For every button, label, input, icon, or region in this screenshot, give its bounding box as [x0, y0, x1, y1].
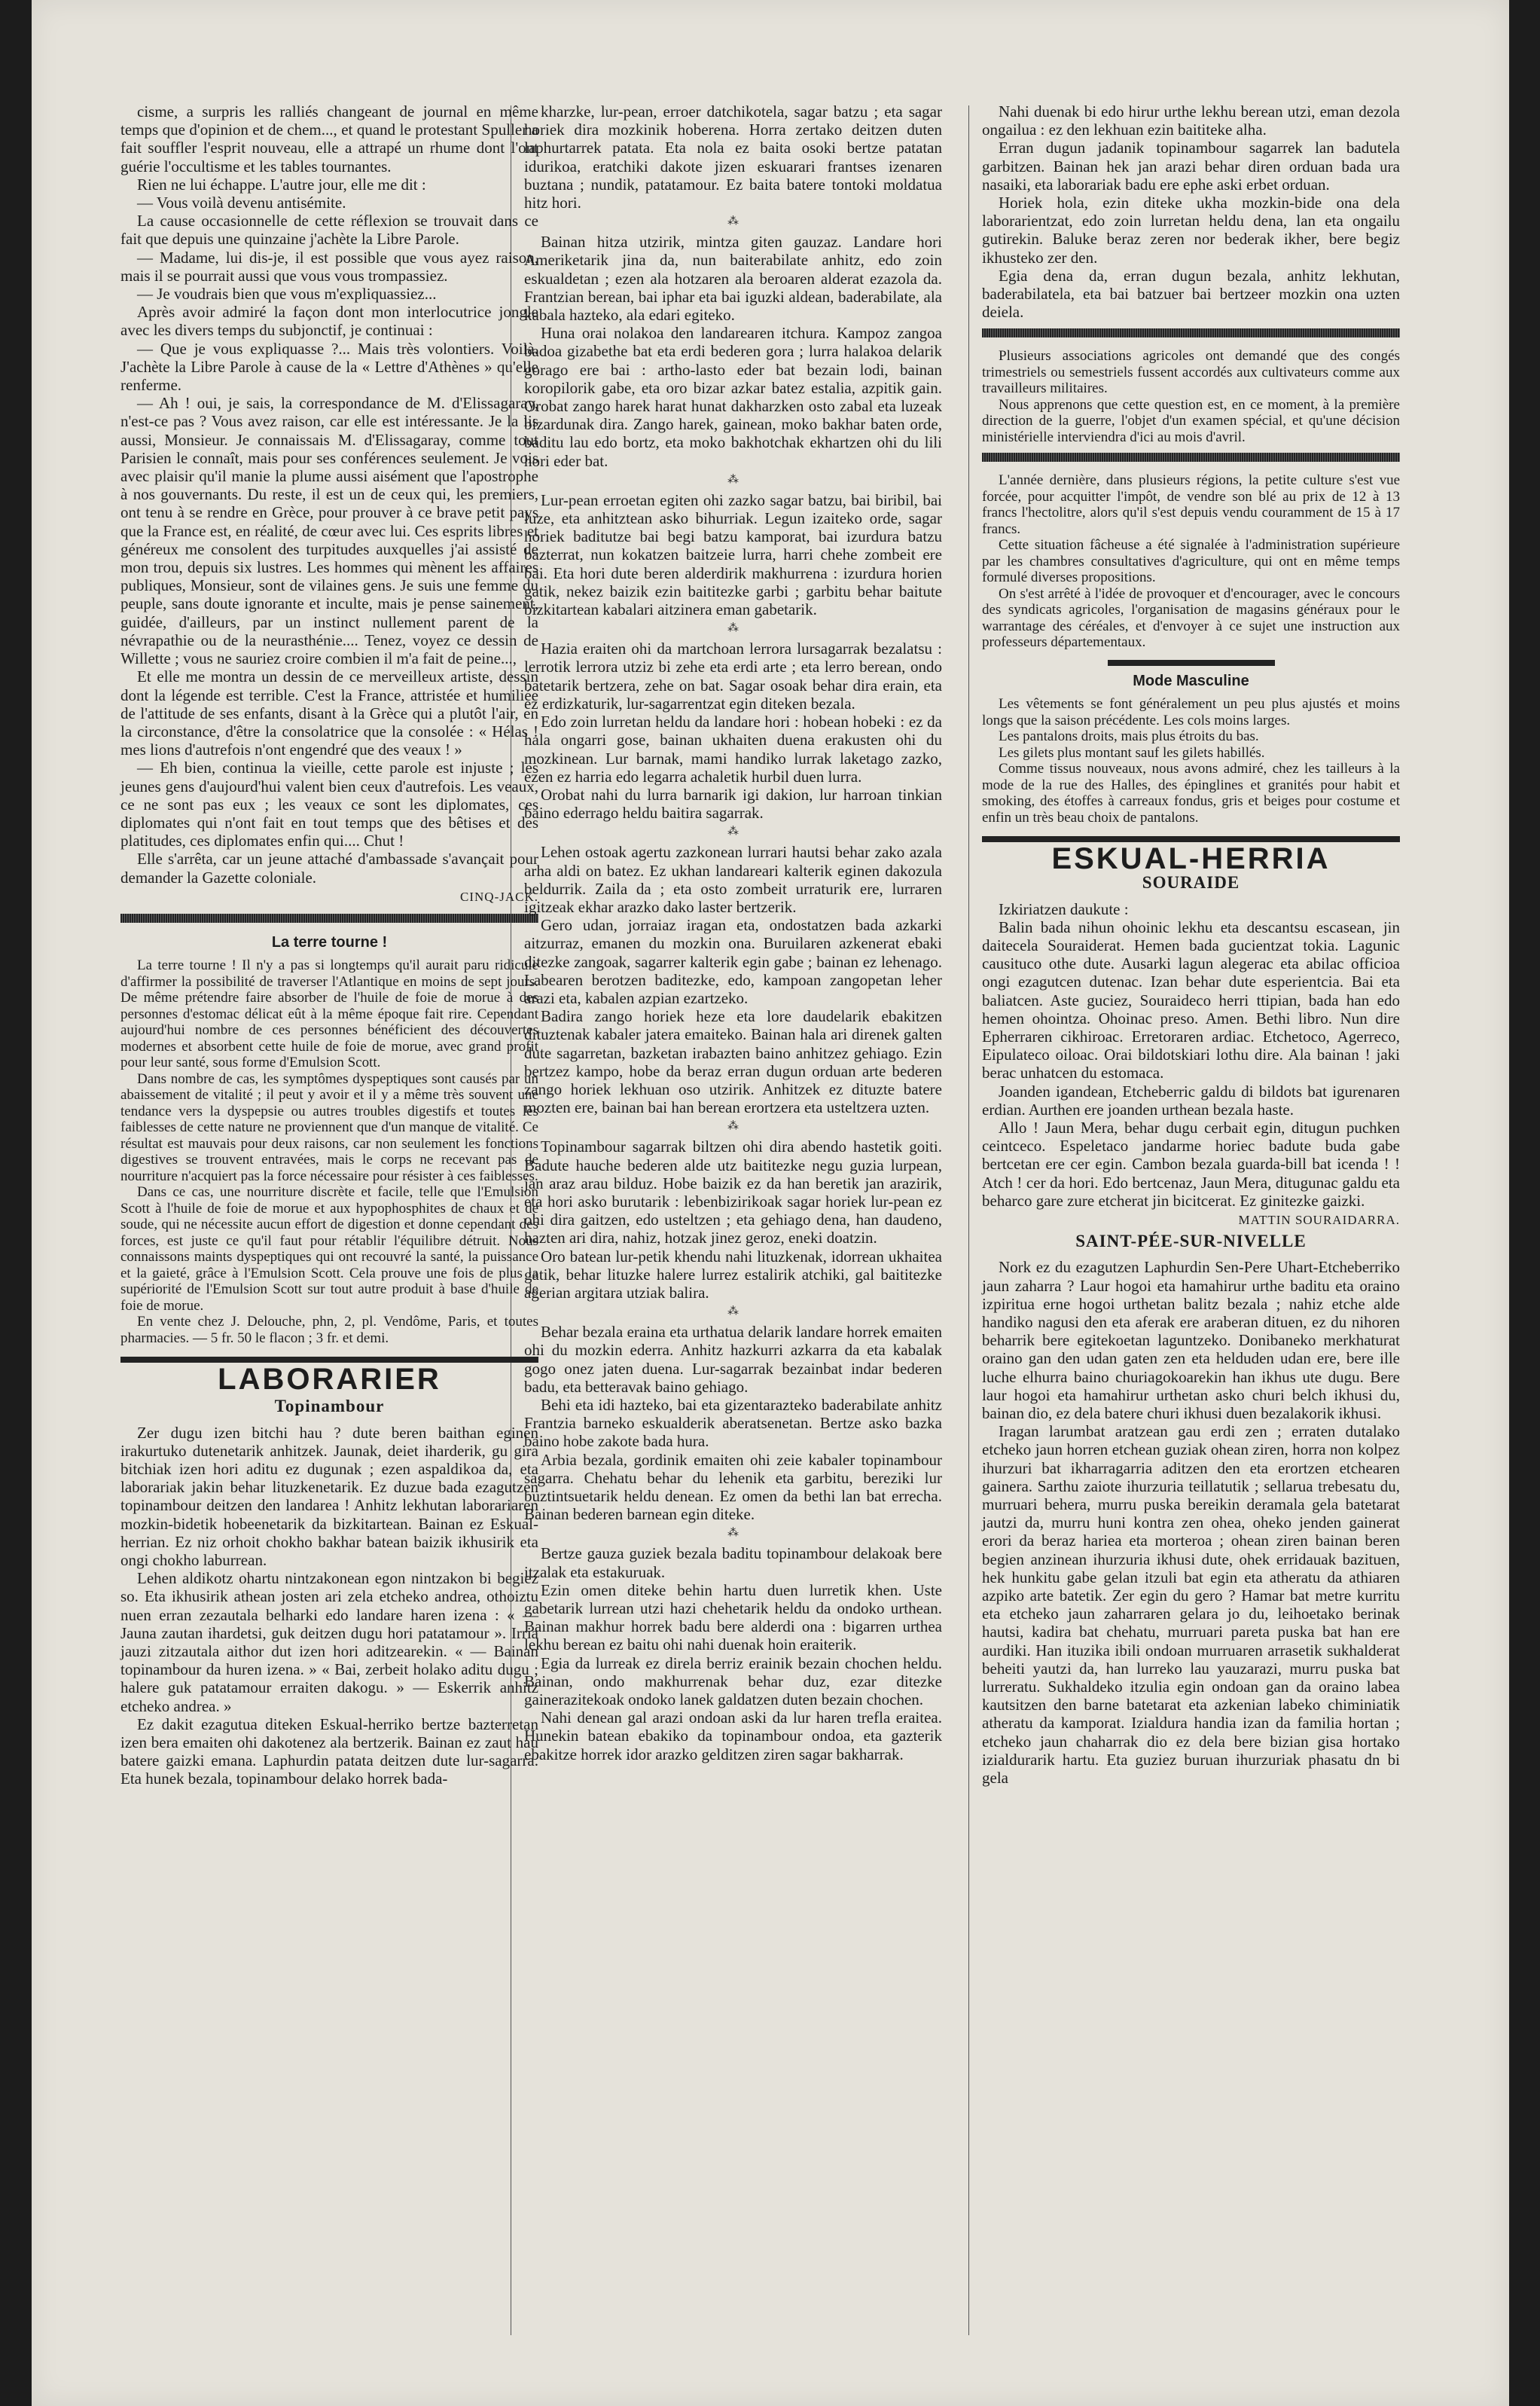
asterism-separator: ⁂ — [727, 473, 739, 486]
paragraph: Balin bada nihun ohoinic lekhu eta descantsu escasean, jin daitecela Souraiderat. Hemen bada gucientzat tokia. Lagunic causituco othe dute. Ausarki lagun alegerac eta abilac officioa ongi ezagutcen dutenac. Izan behar dute esperientcia. Bai eta baliatcen. Aste guciez, Souraideco herri ttipian, bada han edo hemen ohointza. Ohoinac preso. Amen. Bethi libro. Nun dire Epherraren cikhiroac. Erretoraren ardiac. Etchetoco, Agerreco, Eipulateco oiloac. Orai bildotskiari lothu dire. Ala bainan ! jaki berac unhatcen du estomaca. — [982, 918, 1400, 1082]
chronique-text — [120, 102, 538, 887]
paragraph: Iragan larumbat aratzean gau erdi zen ; erraten dutalako etcheko jaun horren etchean guziak ohean ziren, horra non kolpez ihurzuri bat ikharragarria aditzen den eta erortzen etchearen gainera. Sarthu zaiote ihurzuria teillatutik ; sellarua trebesatu du, murruari behera, murru puska bereikin deramala gela batetarat jautzi da, murru huni kontra zen ohea, oheko jenden gainerat erori da beraz hariea eta morteroa ; ohean ziren bainan beren begien anzinean ihurzuria ikhusi dute, ohek erridauak bazituen, hek hunkitu gabe gelan itzuli bat egin eta atheratu da athiaren azpiko arte batetik. Zer egin du gero ? Hamar bat metre kurritu eta etcheko jaun zaharraren gelara jo du, leihoetako berinak hautsi, kadira bat chehatu, murruari pareta puska bat han ere aurdiki. Han ituzika ibili ondoan murruaren arrasetik sukhalderat beheiti yautzi da, han lurreko lau yauzarazi, murru puska bat lurreratu. Sukhaldeko itzulia egin ondoan gan da oraino labea kautsitzen den barne batetarat eta azkenian labeko chiminiatik atheratu da kamporat. Izialdura handia izan da familia hortan ; etcheko jaun chaharrak dio ez dela bere bizian gisa hortako izialdurarik hartu. Eta guziez buruan ihurzuriak phasatu dn bi gela — [982, 1422, 1400, 1788]
paragraph: Bertze gauza guziek bezala baditu topinambour delakoak bere itzalak eta estakuruak. — [524, 1544, 942, 1581]
paragraph: Elle s'arrêta, car un jeune attaché d'ambassade s'avançait pour demander la Gazette coloniale. — [120, 850, 538, 887]
paragraph: cisme, a surpris les ralliés changeant de journal en même temps que d'opinion et de chem..., et quand le protestant Spuller a fait souffler l'esprit nouveau, elle a attrapé un rhume dont l'ont guérie l'occultisme et les tables tournantes. — [120, 102, 538, 176]
separator-bar — [982, 836, 1400, 842]
paragraph: Nahi duenak bi edo hirur urthe lekhu berean utzi, eman dezola ongailua : ez den lekhuan ezin baititeke alha. — [982, 102, 1400, 139]
topinambour-text — [120, 1424, 538, 1788]
paragraph: — Ah ! oui, je sais, la correspondance de M. d'Elissagaray, n'est-ce pas ? Vous avez raison, car elle est intéressante. Je la lis aussi, Monsieur. Je connaissais M. d'Elissagaray, comme tout Parisien le connaît, mais pour ses conférences seulement. Je vois avec plaisir qu'il manie la plume aussi aisément que l'apostrophe à nos gouvernants. Du reste, il est un de ceux qui, les premiers, ont tenu à se rendre en Grèce, pour prouver à ce brave petit pays que la France est, en réalité, de cœur avec lui. Ces esprits libres et généreux me consolent des turpitudes auxquelles j'ai assisté de mon trou, depuis six lustres. Les hommes qui mènent les affaires publiques, Monsieur, sont de vilaines gens. Je suis une femme du peuple, sans doute ignorante et inculte, mais je pense sainement, guidée, d'ailleurs, par un instinct nullement parent de la névrapathie ou de la neurasthénie.... Tenez, voyez ce dessin de Willette ; vous ne sauriez croire combien il m'a fait de peine..., — [120, 394, 538, 668]
paragraph: Izkiriatzen daukute : — [999, 899, 1129, 918]
newspaper-page — [32, 0, 1509, 2406]
paragraph: Plusieurs associations agricoles ont demandé que des congés trimestriels ou semestriels fussent accordés aux cultivateurs comme aux travailleurs militaires. — [982, 348, 1400, 397]
paragraph: Behar bezala eraina eta urthatua delarik landare horrek emaiten ohi du mozkin ederra. Anhitz hazkurri azkarra da eta kabalak gogo onez jaten duena. Lur-sagarrak bezainbat indar bederen badu, eta betteravak baino gehiago. — [524, 1323, 942, 1396]
souraide-text — [982, 900, 1400, 1210]
paragraph: Ez dakit ezagutua diteken Eskual-herriko bertze bazterretan izen bera emaiten ohi dakotenez ala bertzerik. Bainan ez zaut hau batere gaizki emana. Laphurdin patata deitzen dute lur-sagarra. Eta hunek bezala, topinambour delako horrek bada- — [120, 1714, 538, 1788]
paragraph: Behi eta idi hazteko, bai eta gizentarazteko baderabilate anhitz Frantzia barneko eskualderik aberatsenetan. Bertze asko bazka baino hobe zakote bada hura. — [524, 1396, 942, 1451]
asterism-separator: ⁂ — [727, 1527, 739, 1540]
paragraph: — Vous voilà devenu antisémite. — [137, 194, 346, 212]
column-middle — [524, 102, 942, 1763]
column-right — [982, 102, 1400, 1787]
paragraph: Egia dena da, erran dugun bezala, anhitz lekhutan, baderabilatela, eta bai batzuer bai bertzeer mozkin ona uzten deiela. — [982, 266, 1400, 322]
paragraph: Gero udan, jorraiaz iragan eta, ondostatzen bada azkarki aitzurraz, emanen du mozkin ona. Buruilaren azkenerat ebaki ditezke zangoak, sagarrer kalterik egin gabe ; bainan ez lehenago. Labearen berotzen baditezke, edo, kampoan zangopetan leher arazi eta, kabalen azpian ezartzeko. — [524, 916, 942, 1007]
paragraph: — Madame, lui dis-je, il est possible que vous ayez raison, mais il se pourrait aussi que vous vous trompassiez. — [120, 248, 538, 285]
column-divider-2 — [968, 105, 969, 2335]
asterism-separator: ⁂ — [727, 1120, 739, 1133]
paragraph: Edo zoin lurretan heldu da landare hori : hobean hobeki : ez da hala ongarri gose, bainan ukhaiten duena erakusten ohi du mozkinean. Lur barnak, mami handiko lurrak laketago zazko, ezen ez harria edo legarra achaletik hurbil duen lurra. — [524, 713, 942, 786]
paragraph: L'année dernière, dans plusieurs régions, la petite culture s'est vue forcée, pour acquitter l'impôt, de vendre son blé au prix de 12 à 13 francs l'hectolitre, alors qu'il s'est depuis vendu couramment de 15 à 17 francs. — [982, 472, 1400, 537]
paragraph: Lur-pean erroetan egiten ohi zazko sagar batzu, bai biribil, bai luze, eta anhitztean asko bihurriak. Legun izaiteko orde, sagar horiek baditutze bai begi batzu kamporat, bai izurdura batzu bazterrat, nun kokatzen baitzeie lurra, harri chehe zombeit ere bai. Eta hori dute beren alderdirik makhurrena : izurdura horien gatik, nekez baizik ezin baititezke garbi ; garbitu behar baitute bizkitartean kabalari aitzinera eman gabetarik. — [524, 490, 942, 619]
paragraph: Topinambour sagarrak biltzen ohi dira abendo hastetik goiti. Badute hauche bederen alde utz baititezke negu guzia lurpean, jan araz arau bilduz. Hobe baizik ez da han beretik jan arazirik, eta hori asko burutarik : lebenbizirikoak sagar horiek lur-pean ez ohi dira gaitzen, edo usteltzen ; eta gehiago dena, han daudeno, hazten ari dira, nahiz, hotzak jinez geroz, eneki doatzin. — [524, 1137, 942, 1247]
paragraph: Arbia bezala, gordinik emaiten ohi zeie kabaler topinambour sagarra. Chehatu behar du lehenik eta garbitu, bereziki lur buztintsuetarik heldu denean. Ez omen da bethi lan bat errecha. Bainan bederen barnean egin diteke. — [524, 1450, 942, 1524]
paragraph: La terre tourne ! Il n'y a pas si longtemps qu'il aurait paru ridicule d'affirmer la possibilité de traverser l'Atlantique en moins de sept jours. De même prétendre faire absorber de l'huile de foie de morue à des personnes d'estomac délicat eût à la même époque fait rire. Cependant aujourd'hui nombre de ces personnes bénéficient des découvertes modernes et absorbent cette huile de foie de morue, avec grand profit pour leur santé, sous forme d'Emulsion Scott. — [120, 957, 538, 1071]
paragraph: Nork ez du ezagutzen Laphurdin Sen-Pere Uhart-Etcheberriko jaun zaharra ? Laur hogoi eta hamahirur urthe baditu eta oraino izpiritua erne hogoi urthetan balitz bezala ; nahiz etche alde handiko nagusi den eta aferak ere araberan dituen, ez du nihoren beharrik bere egitekoetan laguntzeko. Donibaneko merkhaturat oraino gan den udan gaten zen eta helduden udan ere, bere ille luche elhurra baino churiagokoarekin han ikhus ute dugu. Bere laur hogoi eta hamahirur urthetan asko churi belch ikhusi du, bainan dio, ez dela batere churi ikhusi duen bezalakorik ikhusi. — [982, 1258, 1400, 1423]
souraide-title: SOURAIDE — [1142, 873, 1240, 893]
warrantage-text — [982, 472, 1400, 651]
separator-bar — [1108, 660, 1275, 666]
paragraph: Nous apprenons que cette question est, en ce moment, à la première direction de la guerre, l'objet d'un examen spécial, et qu'une décision ministérielle interviendra d'ici au mois d'avril. — [982, 396, 1400, 445]
separator-bar — [982, 453, 1400, 462]
paragraph: Zer dugu izen bitchi hau ? dute beren baithan eginen irakurtuko dutenetarik anhitzek. Jaunak, deiet iharderik, gu gira bitchiak izen hori aditu ez dugunak ; ezen aspaldikoa da, eta laborariak jakin behar lituzkenetarik. Ez duzue bada ezagutzen topinambour deitzen den landarea ! Anhitz lekhutan laborariaren mozkin-bidetik hobeenetarik da bizkitartean. Bainan ez Eskual-herrian. Ez niz orhoit chokho bakhar batean baizik ikhusirik eta ongi chokho laburrean. — [120, 1423, 538, 1569]
asterism-separator: ⁂ — [727, 826, 739, 838]
asterism-separator: ⁂ — [727, 622, 739, 635]
paragraph: Rien ne lui échappe. L'autre jour, elle me dit : — [137, 175, 426, 194]
paragraph: Les pantalons droits, mais plus étroits du bas. — [999, 728, 1259, 745]
separator-bar — [120, 914, 538, 923]
paragraph: Huna orai nolakoa den landarearen itchura. Kampoz zangoa badoa gizabethe bat eta erdi bederen gora ; lurra halakoa delarik gorago ere bai : artho-lasto eder bat bezain lodi, bainan koropilorik gabe, eta oro bizar azkar batez estalia, azpitik gain. Orobat zango harek harat hunat dakharzken osto zabal eta luzeak bizardunak dira. Zango harek, gainean, moko bakhar baten orde, baditu lau edo bortz, eta moko bakhotchak ekhartzen ohi du lili hori eder bat. — [524, 324, 942, 470]
paragraph: La cause occasionnelle de cette réflexion se trouvait dans ce fait que depuis une quinzaine j'achète la Libre Parole. — [120, 212, 538, 249]
separator-bar — [120, 1357, 538, 1363]
paragraph: Hazia eraiten ohi da martchoan lerrora lursagarrak bezalatsu : lerrotik lerrora utziz bi zehe eta erdi arte ; eta lerro berean, ondo batetarik bertzera, zehe on bat. Sagar osoak behar dira erain, eta ez erdizkaturik, lur-sagarrentzat egin diteken bezala. — [524, 640, 942, 713]
paragraph: En vente chez J. Delouche, phn, 2, pl. Vendôme, Paris, et toutes pharmacies. — 5 fr. 50 le flacon ; 3 fr. et demi. — [120, 1314, 538, 1346]
terre-tourne-text — [120, 957, 538, 1346]
paragraph: Badira zango horiek heze eta lore daudelarik ebakitzen dituztenak kabaler jatera emaiteko. Bainan hala ari direnek galten dute sagarretan, bazketan irabazten baino anhitzez gehiago. Ezin bertzez kampo, hobe da beraz erran dugun orduan arte bederen zango horiek lekhuan oso utzirik. Anhitzek ez dituzte batere mozten ere, bainan bai han berean erortzera eta usteltzera uzten. — [524, 1007, 942, 1117]
column-left — [120, 102, 538, 1788]
laborarier-heading: LABORARIER — [218, 1363, 441, 1397]
paragraph: Et elle me montra un dessin de ce merveilleux artiste, dessin dont la légende est terrible. C'est la France, attristée et humiliée de l'attitude de ses enfants, disant à la Grèce qui a plutôt l'air, en la circonstance, d'être la consolatrice que la consolée : « Hélas ! mes lions d'autrefois n'ont engendré que des veaux ! » — [120, 667, 538, 759]
topinambour-end-text — [982, 102, 1400, 321]
paragraph: Lehen ostoak agertu zazkonean lurrari hautsi behar zako azala arha aldi on batez. Ez ukhan landareari kalterik eginen dakozula beldurrik. Zaila da ; eta osto zombeit urraturik ere, lurraren igitzeak ekhar arazko dako laster bertzerik. — [524, 843, 942, 916]
paragraph: Oro batean lur-petik khendu nahi lituzkenak, idorrean ukhaitea gatik, behar lituzke halere lurrez estalirik atchiki, gal baititezke agerian argitara utziak balira. — [524, 1247, 942, 1302]
paragraph: Horiek hola, ezin diteke ukha mozkin-bide ona dela laborarientzat, edo zoin lurretan heldu dena, lan eta ongailu gutirekin. Baluke beraz zeren nor bederak ikher, bere begiz ikhusteko zer den. — [982, 194, 1400, 267]
asterism-separator: ⁂ — [727, 1305, 739, 1318]
paragraph: Dans nombre de cas, les symptômes dyspeptiques sont causés par un abaissement de vitalité ; il peut y avoir et il y a même très souvent une tendance vers la dyspepsie ou autres troubles digestifs et toutes les faiblesses de cette nature ne proviennent que d'un manque de vitalité. Ce résultat est mauvais pour deux raisons, car non seulement les fonctions digestives se trouvent entravées, mais le corps ne recevant pas de nourriture n'acquiert pas la force nécessaire pour résister à ces faiblesses. — [120, 1070, 538, 1184]
paragraph: Comme tissus nouveaux, nous avons admiré, chez les tailleurs à la mode de la rue des Halles, des épinglines et granités pour habit et smoking, des étoffes à carreaux fondus, gris et beiges pour costume et enfin un très beau choix de pantalons. — [982, 761, 1400, 826]
paragraph: kharzke, lur-pean, erroer datchikotela, sagar batzu ; eta sagar horiek dira mozkinik hoberena. Horra zertako deitzen duten laphurtarrek patata. Eta nola ez baita osoki bertze patatan idurikoa, eratchiki dakote jizen eskuarari frantses izenaren buztana ; nundik, patatamour. Ez baita batere tontoki moldatua hitz hori. — [524, 102, 942, 212]
separator-bar — [982, 328, 1400, 337]
paragraph: Les vêtements se font généralement un peu plus ajustés et moins longs que la saison précédente. Les cols moins larges. — [982, 696, 1400, 728]
paragraph: Ezin omen diteke behin hartu duen lurretik khen. Uste gabetarik lurrean utzi hazi chehetarik heldu da ondoko urthean. Bainan makhur horrek badu bere alderdi ona : bigarren urthea lekhu berean ez baitu ohi nahi duenak hoin eraiterik. — [524, 1580, 942, 1654]
paragraph: Dans ce cas, une nourriture discrète et facile, telle que l'Emulsion Scott à l'huile de foie de morue et aux hypophosphites de chaux et de soude, qui ne nécessite aucun effort de digestion et donne cependant des forces, est juste ce qu'il faut pour rétablir l'équilibre détruit. Nous connaissons maints dyspeptiques qui ont recouvré la santé, la puissance et la gaieté, grâce à l'Emulsion Scott. Cela prouve une fois de plus la supériorité de l'Emulsion Scott sur tout autre produit à base d'huile de foie de morue. — [120, 1184, 538, 1314]
eskual-herria-heading: ESKUAL-HERRIA — [1051, 842, 1331, 876]
mode-masculine-title: Mode Masculine — [1133, 672, 1249, 689]
topinambour-title: Topinambour — [274, 1397, 385, 1416]
paragraph: Joanden igandean, Etcheberric galdu di bildots bat igurenaren erdian. Aurthen ere joanden urthean bezala haste. — [982, 1082, 1400, 1119]
paragraph: Egia da lurreak ez direla berriz erainik bezain chochen heldu. Bainan, ondo makhurrenak behar duz, ezar ditezke gainerazitekoak ondoko lanek galdatzen duten bezain chochen. — [524, 1653, 942, 1709]
paragraph: Allo ! Jaun Mera, behar dugu cerbait egin, ditugun puchken ceintceco. Espeletaco jandarme horiec badute buda gabe bertcetan ere cer egin. Cambon bezala guarda-bill bat icenda ! ! Atch ! cer da hori. Edo bertcenaz, Jaun Mera, ditugunac galdu eta beharco gare zure etcherat jin bicitcerat. Ez ginitezke gaizki. — [982, 1118, 1400, 1210]
paragraph: Erran dugun jadanik topinambour sagarrek lan badutela garbitzen. Bainan hek jan arazi behar diren orduan bada ura nasaiki, eta laborariak badu ere ephe aski erbet orduan. — [982, 139, 1400, 194]
topinambour-continued-text — [524, 102, 942, 1763]
conges-agricoles-text — [982, 348, 1400, 445]
paragraph: Les gilets plus montant sauf les gilets habillés. — [999, 744, 1265, 761]
paragraph: — Que je vous expliquasse ?... Mais très volontiers. Voilà. J'achète la Libre Parole à cause de la « Lettre d'Athènes » qu'elle renferme. — [120, 339, 538, 395]
paragraph: — Je voudrais bien que vous m'expliquassiez... — [137, 285, 437, 304]
mode-masculine-text — [982, 696, 1400, 826]
saint-pee-title: SAINT-PÉE-SUR-NIVELLE — [1075, 1232, 1307, 1251]
terre-tourne-title: La terre tourne ! — [271, 933, 388, 951]
saint-pee-text — [982, 1258, 1400, 1787]
paragraph: Orobat nahi du lurra barnarik igi dakion, lur harroan tinkian baino ederrago heldu baitira sagarrak. — [524, 785, 942, 823]
paragraph: Nahi denean gal arazi ondoan aski da lur haren trefla eraitea. Hunekin batean ebakiko da topinambour ondoa, eta gazterik ebakitze horrek idor arazko gelditzen ziren sagar bakharrak. — [524, 1708, 942, 1763]
asterism-separator: ⁂ — [727, 215, 739, 228]
paragraph: On s'est arrêté à l'idée de provoquer et d'encourager, avec le concours des syndicats agricoles, l'organisation de magasins généraux pour le warrantage des céréales, et d'envoyer à ce sujet une instruction aux professeurs départementaux. — [982, 585, 1400, 651]
signature-cinq-jack: CINQ-JACK. — [460, 889, 538, 904]
paragraph: Lehen aldikotz ohartu nintzakonean egon nintzakon bi begiez so. Eta ikhusirik athean josten ari zela etcheko andrea, othoiztu nuen erran zezautala belharki edo landare haren izena : « — Jauna zautan ihardetsi, guk deitzen dugu hori patatamour ». Irria jauzi zitzautala aithor dut izen hori aditzearekin. « — Bainan topinambour da huren izena. » « Bai, zerbeit holako aditu dugu ; halere guk patatamour erraiten dakogu. » — Eskerrik anhitz etcheko andrea. » — [120, 1569, 538, 1715]
signature-mattin: MATTIN SOURAIDARRA. — [1238, 1213, 1400, 1227]
paragraph: Bainan hitza utzirik, mintza giten gauzaz. Landare hori Ameriketarik jina da, nun baiterabilate anhitz, edo zoin eskualdetan ; ezen ala hotzaren ala beroaren alderat ezazola da. Frantzian berean, bai iphar eta bai iguzki aldean, baderabilate, ala kabala hazteko, ala edari egiteko. — [524, 233, 942, 325]
paragraph: — Eh bien, continua la vieille, cette parole est injuste ; les jeunes gens d'aujourd'hui valent bien ceux d'autrefois. Les veaux, ce ne sont pas eux ; les veaux ce sont les diplomates, ces diplomates qui n'ont fait en tout temps que des bêtises et des platitudes, ces diplomates enfin qui.... Chut ! — [120, 759, 538, 850]
paragraph: Après avoir admiré la façon dont mon interlocutrice jongle avec les divers temps du subjonctif, je continuai : — [120, 303, 538, 340]
paragraph: Cette situation fâcheuse a été signalée à l'administration supérieure par les chambres consultatives d'agriculture, qui ont en même temps formulé diverses propositions. — [982, 537, 1400, 586]
